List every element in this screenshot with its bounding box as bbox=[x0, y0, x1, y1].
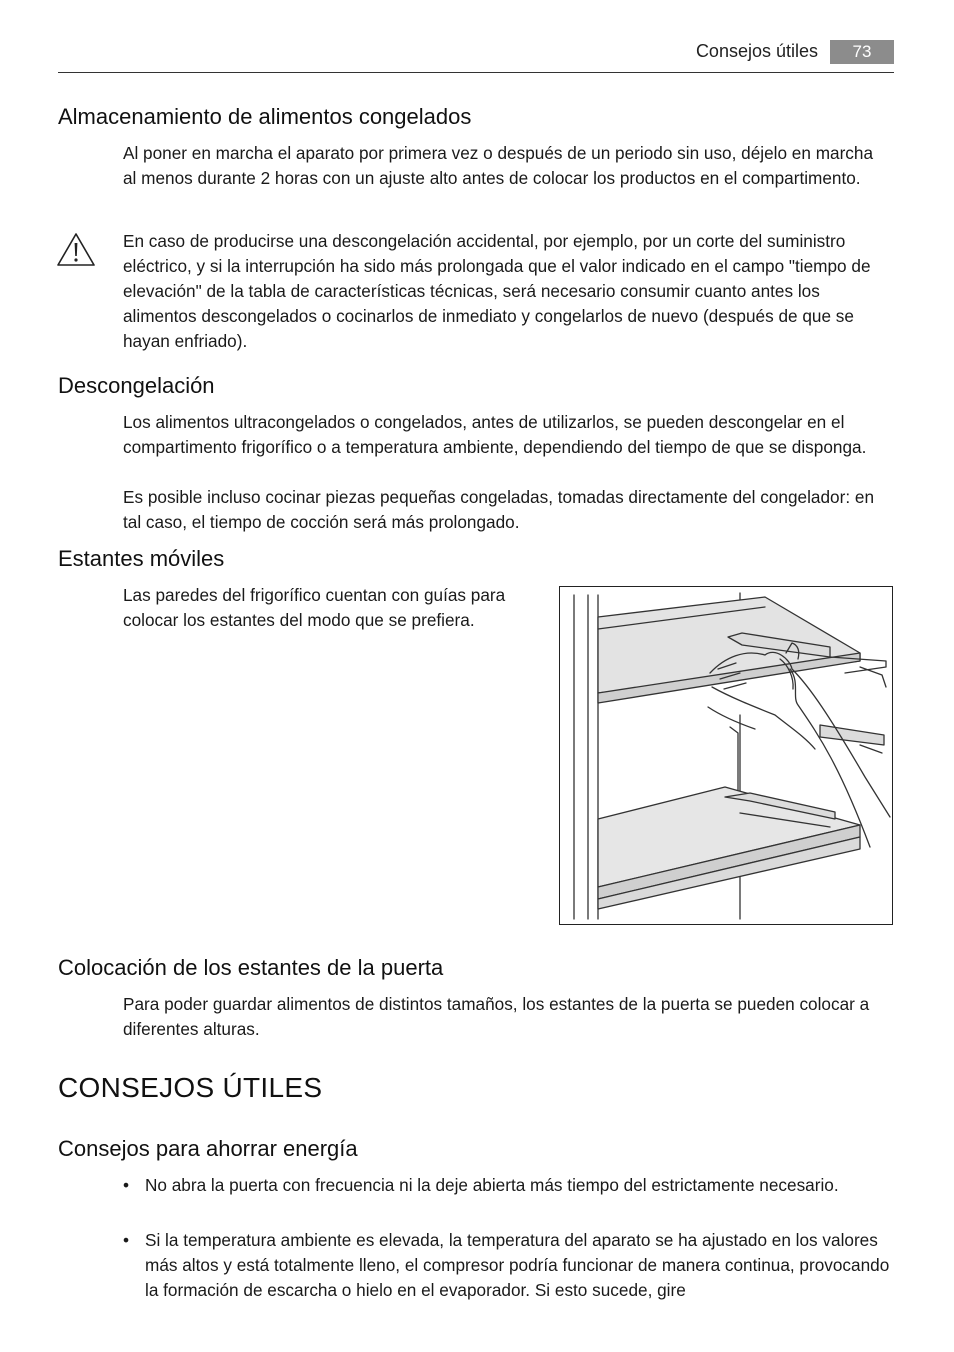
frozen-storage-text: Al poner en marcha el aparato por primera vez o después de un periodo sin uso, déjelo en marcha al menos durante 2 horas con un ajuste alto antes de colocar los productos en el compartimento. bbox=[123, 143, 874, 188]
heading-energy-saving: Consejos para ahorrar energía bbox=[58, 1136, 358, 1161]
bullet-text-2: Si la temperatura ambiente es elevada, la temperatura del aparato se ha ajustado en los valores más altos y está totalmente lleno, el compresor podría funcionar de manera continua, provocando la formación de escarcha o hielo en el evaporador. Si esto sucede, gire bbox=[145, 1230, 890, 1300]
warning-triangle-icon bbox=[56, 231, 96, 267]
bullet-marker: • bbox=[123, 1175, 130, 1195]
warning-text: En caso de producirse una descongelación accidental, por ejemplo, por un corte del suministro eléctrico, y si la interrupción ha sido más prolongada que el valor indicado en el campo "tiempo de elevación" de la tabla de características técnicas, será necesario consumir cuanto antes los alimentos descongelados o cocinarlos de inmediato y congelarlos de nuevo (después de que se hayan enfriado). bbox=[123, 231, 871, 351]
header-section-title: Consejos útiles bbox=[695, 41, 818, 61]
bullet-marker: • bbox=[123, 1230, 130, 1250]
heading-door-shelves: Colocación de los estantes de la puerta bbox=[58, 955, 444, 980]
door-shelves-text: Para poder guardar alimentos de distintos tamaños, los estantes de la puerta se pueden colocar a diferentes alturas. bbox=[123, 994, 870, 1039]
heading-defrost: Descongelación bbox=[58, 373, 215, 398]
movable-shelves-text: Las paredes del frigorífico cuentan con guías para colocar los estantes del modo que se prefiera. bbox=[123, 585, 506, 630]
chapter-title: CONSEJOS ÚTILES bbox=[58, 1072, 323, 1103]
defrost-text-1: Los alimentos ultracongelados o congelados, antes de utilizarlos, se pueden descongelar en el compartimento frigorífico o a temperatura ambiente, dependiendo del tiempo de que se disponga. bbox=[123, 412, 867, 457]
page-header bbox=[58, 38, 894, 73]
heading-movable-shelves: Estantes móviles bbox=[58, 546, 225, 571]
heading-frozen-storage: Almacenamiento de alimentos congelados bbox=[58, 104, 472, 129]
bullet-text-1: No abra la puerta con frecuencia ni la deje abierta más tiempo del estrictamente necesario. bbox=[145, 1175, 839, 1195]
page-number: 73 bbox=[830, 40, 894, 64]
defrost-text-2: Es posible incluso cocinar piezas pequeñas congeladas, tomadas directamente del congelador: en tal caso, el tiempo de cocción será más prolongado. bbox=[123, 487, 874, 532]
fridge-shelf-illustration bbox=[559, 586, 893, 925]
